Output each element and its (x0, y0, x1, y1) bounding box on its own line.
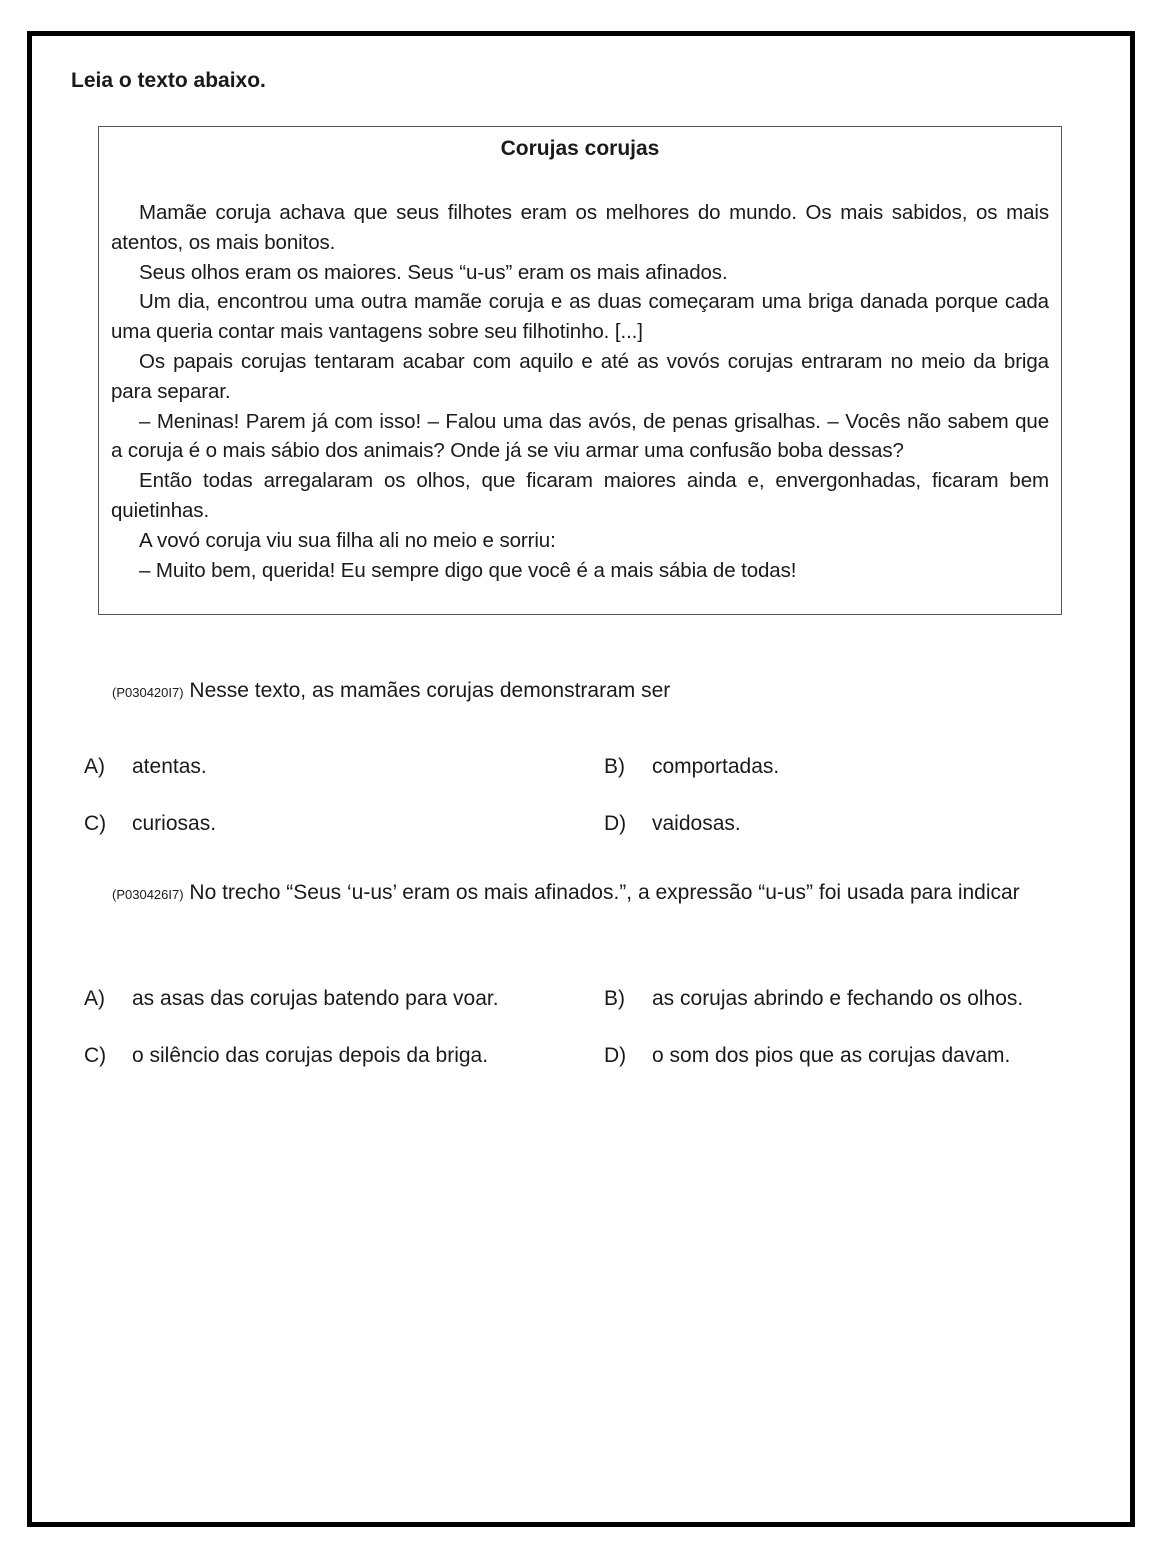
option-text: vaidosas. (652, 812, 741, 835)
question-code: (P030426I7) (112, 887, 184, 902)
text-paragraph: Os papais corujas tentaram acabar com aquilo e até as vovós corujas entraram no meio da briga para separar. (111, 349, 1049, 403)
text-paragraph: Mamãe coruja achava que seus filhotes eram os melhores do mundo. Os mais sabidos, os mais atentos, os mais bonitos. (111, 201, 1049, 254)
question-2 (70, 878, 1092, 910)
option-b[interactable] (604, 753, 779, 781)
text-paragraph: Um dia, encontrou uma outra mamãe coruja e as duas começaram uma briga danada porque cada uma queria contar mais vantagens sobre seu filhotinho. [...] (111, 290, 1049, 344)
text-paragraph: Então todas arregalaram os olhos, que ficaram maiores ainda e, envergonhadas, ficaram bem quietinhas. (111, 469, 1049, 522)
option-text: o som dos pios que as corujas davam. (652, 1044, 1011, 1067)
text-paragraph: Seus olhos eram os maiores. Seus “u-us” eram os mais afinados. (139, 260, 728, 284)
option-letter: C) (84, 1044, 107, 1067)
option-d[interactable] (604, 1042, 1010, 1070)
option-text: comportadas. (652, 755, 780, 778)
text-paragraph: A vovó coruja viu sua filha ali no meio e sorriu: (139, 528, 556, 552)
option-letter: A) (84, 987, 105, 1010)
option-text: o silêncio das corujas depois da briga. (132, 1044, 489, 1067)
option-text: atentas. (132, 755, 207, 778)
reading-text-box (98, 126, 1062, 615)
question-prompt: No trecho “Seus ‘u-us’ eram os mais afinados.”, a expressão “u-us” foi usada para indicar (189, 881, 1020, 904)
option-letter: C) (84, 812, 107, 835)
option-c[interactable] (84, 1042, 488, 1070)
option-text: curiosas. (132, 812, 217, 835)
option-text: as corujas abrindo e fechando os olhos. (652, 987, 1024, 1010)
option-c[interactable] (84, 810, 216, 838)
option-a[interactable] (84, 985, 499, 1013)
option-letter: D) (604, 812, 627, 835)
question-code: (P030420I7) (112, 685, 184, 700)
option-letter: A) (84, 755, 105, 778)
text-paragraph: – Meninas! Parem já com isso! – Falou uma das avós, de penas grisalhas. – Vocês não sabem que a coruja é o mais sábio dos animais? Onde já se viu armar uma confusão boba dessas? (111, 409, 1049, 463)
question-1 (70, 676, 1092, 708)
option-letter: B) (604, 755, 625, 778)
option-d[interactable] (604, 810, 741, 838)
option-letter: D) (604, 1044, 627, 1067)
option-letter: B) (604, 987, 625, 1010)
text-title: Corujas corujas (500, 137, 660, 160)
instruction-heading: Leia o texto abaixo. (71, 69, 266, 92)
option-b[interactable] (604, 985, 1023, 1013)
text-body (111, 198, 1049, 585)
question-prompt: Nesse texto, as mamães corujas demonstraram ser (189, 679, 671, 702)
option-a[interactable] (84, 753, 207, 781)
option-text: as asas das corujas batendo para voar. (132, 987, 499, 1010)
text-paragraph: – Muito bem, querida! Eu sempre digo que você é a mais sábia de todas! (139, 558, 797, 582)
